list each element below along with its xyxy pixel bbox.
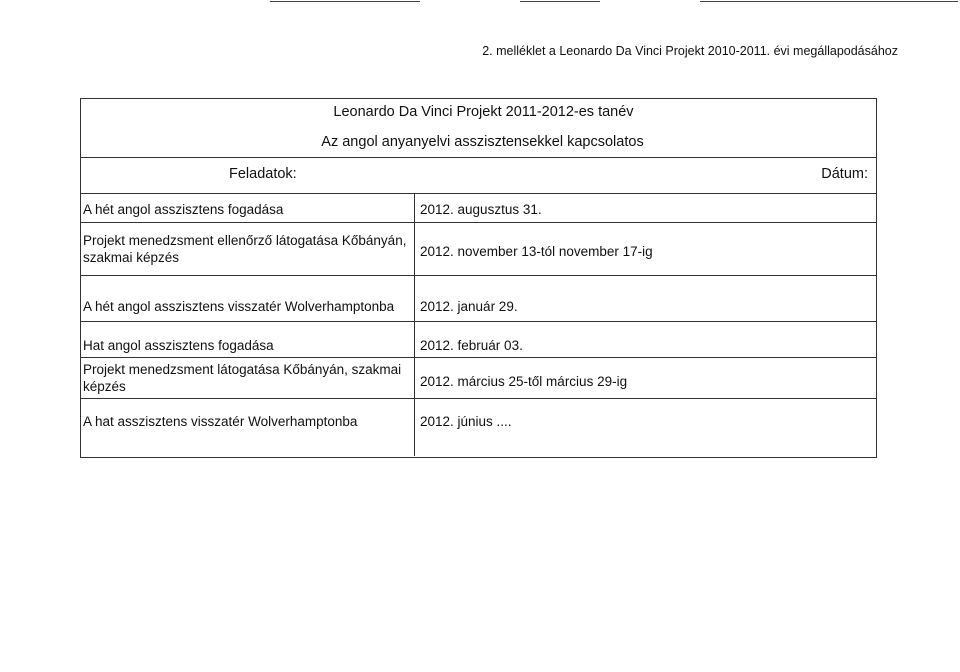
date-cell: 2012. január 29. — [420, 299, 518, 314]
date-cell: 2012. március 25-től március 29-ig — [420, 373, 628, 389]
date-cell: 2012. február 03. — [420, 338, 523, 353]
task-cell: A hat asszisztens visszatér Wolverhamptonba — [81, 399, 415, 456]
task-cell: Projekt menedzsment ellenőrző látogatása Kőbányán, szakmai képzés — [81, 223, 415, 275]
table-title: Leonardo Da Vinci Projekt 2011-2012-es tanév — [333, 104, 634, 120]
header-tasks-label: Feladatok: — [229, 166, 297, 182]
table-row — [81, 223, 876, 276]
task-cell: Projekt menedzsment látogatása Kőbányán, szakmai képzés — [81, 358, 415, 398]
table-body — [81, 193, 876, 456]
date-cell: 2012. november 13-tól november 17-ig — [420, 243, 653, 259]
schedule-table — [80, 98, 877, 458]
table-subtitle: Az angol anyanyelvi asszisztensekkel kapcsolatos — [321, 134, 644, 150]
table-row — [81, 276, 876, 322]
task-cell: A hét angol asszisztens fogadása — [81, 193, 415, 222]
top-scan-rule — [0, 0, 960, 8]
date-cell: 2012. augusztus 31. — [420, 202, 542, 217]
table-row — [81, 322, 876, 358]
task-cell: Hat angol asszisztens fogadása — [81, 322, 415, 357]
date-cell: 2012. június .... — [420, 414, 512, 429]
table-row — [81, 399, 876, 456]
header-divider — [81, 157, 876, 158]
annex-note: 2. melléklet a Leonardo Da Vinci Projekt 2010-2011. évi megállapodásához — [482, 44, 898, 58]
table-row — [81, 193, 876, 223]
table-header — [81, 99, 876, 194]
table-row — [81, 358, 876, 399]
header-date-label: Dátum: — [821, 166, 868, 182]
task-cell: A hét angol asszisztens visszatér Wolverhamptonba — [81, 276, 415, 321]
